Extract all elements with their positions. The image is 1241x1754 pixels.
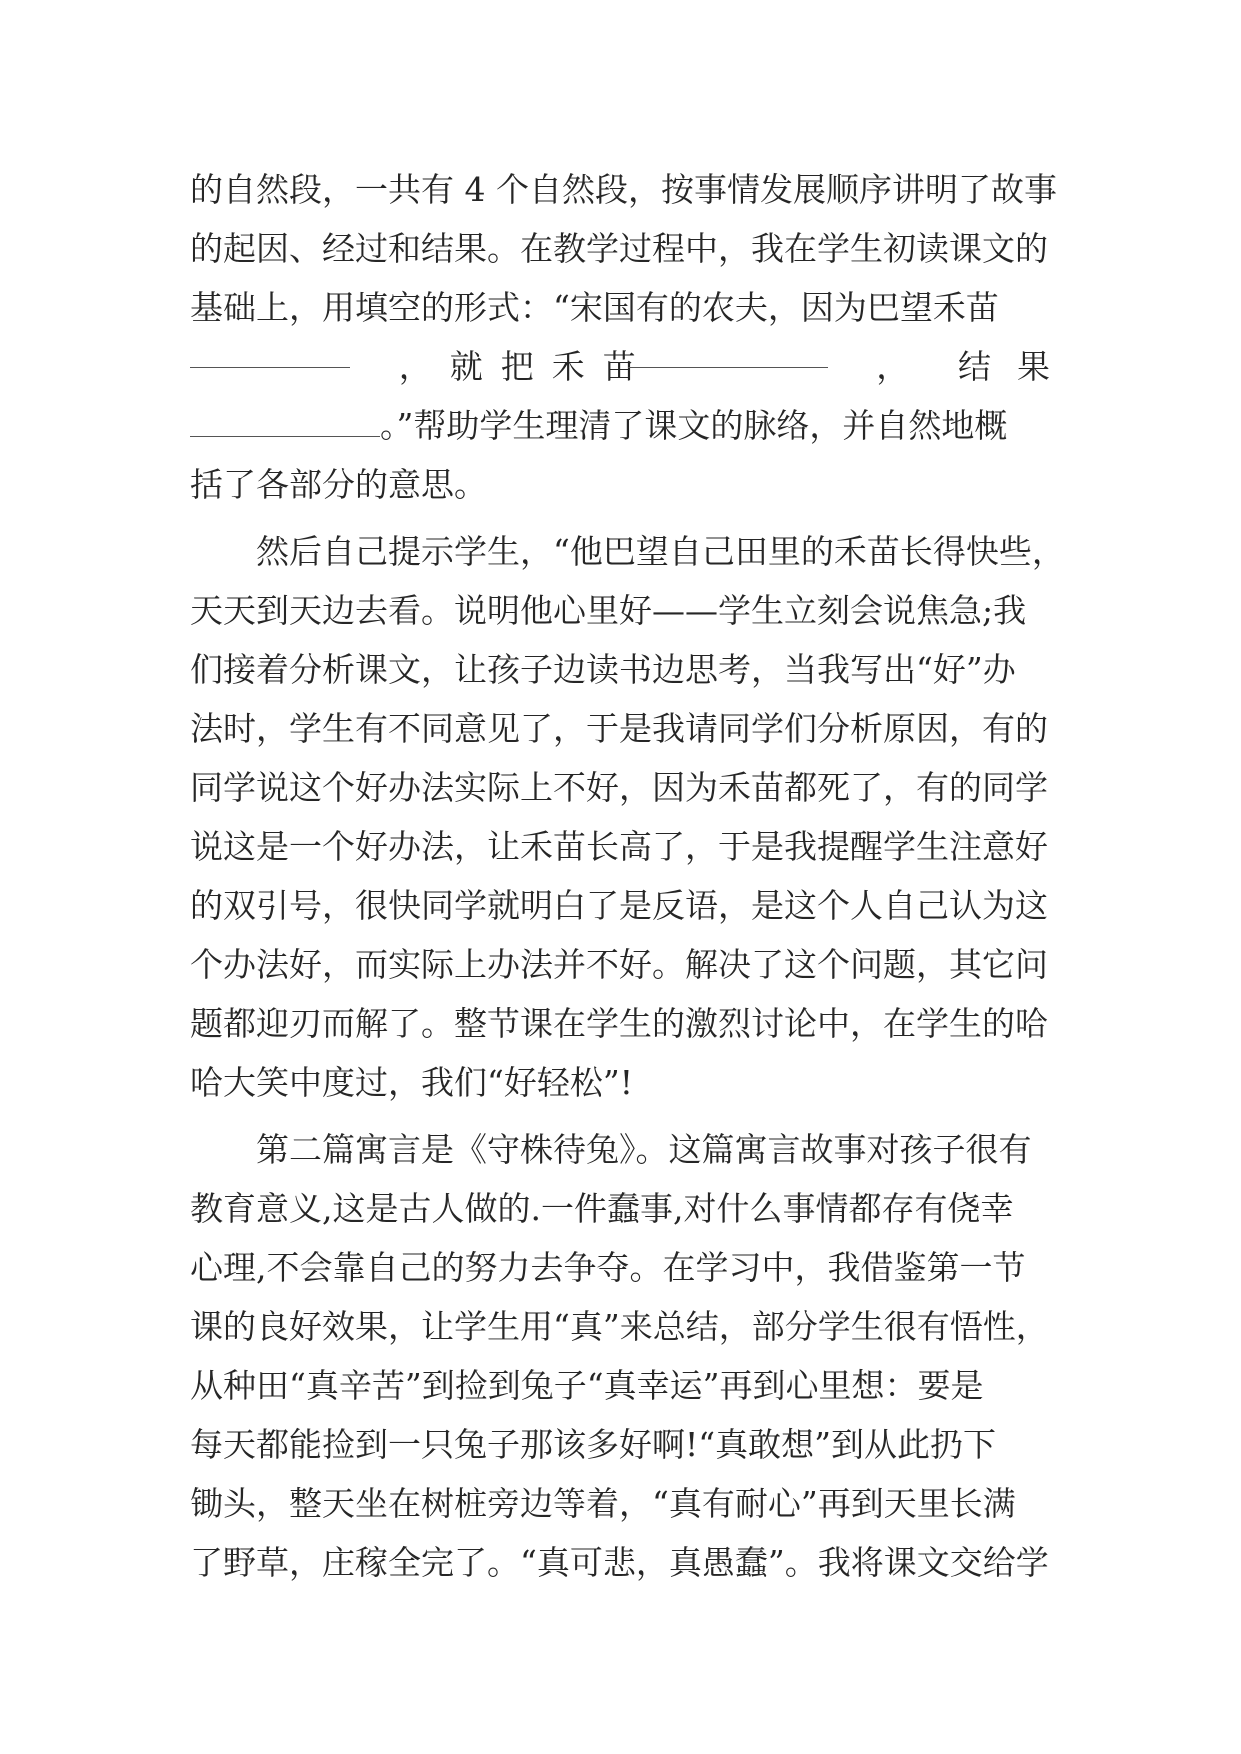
- text-line: 天天到天边去看。说明他心里好——学生立刻会说焦急;我: [190, 591, 1027, 630]
- fill-word: [398, 337, 654, 396]
- text-line: 每天都能捡到一只兔子那该多好啊!“真敢想”到从此扔下: [190, 1425, 997, 1464]
- fill-blank: [190, 337, 350, 368]
- text-line: 说这是一个好办法，让禾苗长高了，于是我提醒学生注意好: [190, 827, 1048, 866]
- fill-punct: ，: [876, 347, 910, 386]
- fill-blank: [190, 406, 380, 437]
- text-line: 课的良好效果，让学生用“真”来总结，部分学生很有悟性，: [190, 1307, 1049, 1346]
- text-line: 同学说这个好办法实际上不好，因为禾苗都死了，有的同学: [190, 768, 1048, 807]
- fill-word-text: ，就把禾苗: [398, 347, 654, 386]
- text-line: 法时，学生有不同意见了，于是我请同学们分析原因，有的: [190, 709, 1048, 748]
- document-page: [190, 160, 1076, 1592]
- fill-word: 结果: [958, 347, 1076, 386]
- text-line: 锄头，整天坐在树桩旁边等着，“真有耐心”再到天里长满: [190, 1484, 1016, 1523]
- fill-in-line: [190, 337, 1076, 396]
- fill-blank: [628, 337, 828, 368]
- text-line: 的自然段，一共有 4 个自然段，按事情发展顺序讲明了故事: [190, 170, 1057, 209]
- text-line: 从种田“真辛苦”到捡到兔子“真幸运”再到心里想：要是: [190, 1366, 984, 1405]
- text-line: 第二篇寓言是《守株待兔》。这篇寓言故事对孩子很有: [256, 1130, 1032, 1169]
- text-line: 们接着分析课文，让孩子边读书边思考，当我写出“好”办: [190, 650, 1016, 689]
- text-line: 题都迎刃而解了。整节课在学生的激烈讨论中，在学生的哈: [190, 1004, 1048, 1043]
- text-line: 哈大笑中度过，我们“好轻松”!: [190, 1063, 634, 1102]
- text-line: 括了各部分的意思。: [190, 465, 487, 504]
- text-line: [190, 396, 1050, 455]
- text-line: 基础上，用填空的形式：“宋国有的农夫，因为巴望禾苗: [190, 288, 999, 327]
- text-line: 教育意义,这是古人做的.一件蠢事,对什么事情都存有侥幸: [190, 1189, 1014, 1228]
- text-line: 然后自己提示学生，“他巴望自己田里的禾苗长得快些，: [256, 532, 1065, 571]
- text-line: 的双引号，很快同学就明白了是反语，是这个人自己认为这: [190, 886, 1048, 925]
- text-line: 了野草，庄稼全完了。“真可悲，真愚蠢”。我将课文交给学: [190, 1543, 1049, 1582]
- text-line: 的起因、经过和结果。在教学过程中，我在学生初读课文的: [190, 229, 1048, 268]
- text-line: 心理,不会靠自己的努力去争夺。在学习中，我借鉴第一节: [190, 1248, 1026, 1287]
- text-line: 个办法好，而实际上办法并不好。解决了这个问题，其它问: [190, 945, 1048, 984]
- text-span: 。”帮助学生理清了课文的脉络，并自然地概: [380, 406, 1008, 445]
